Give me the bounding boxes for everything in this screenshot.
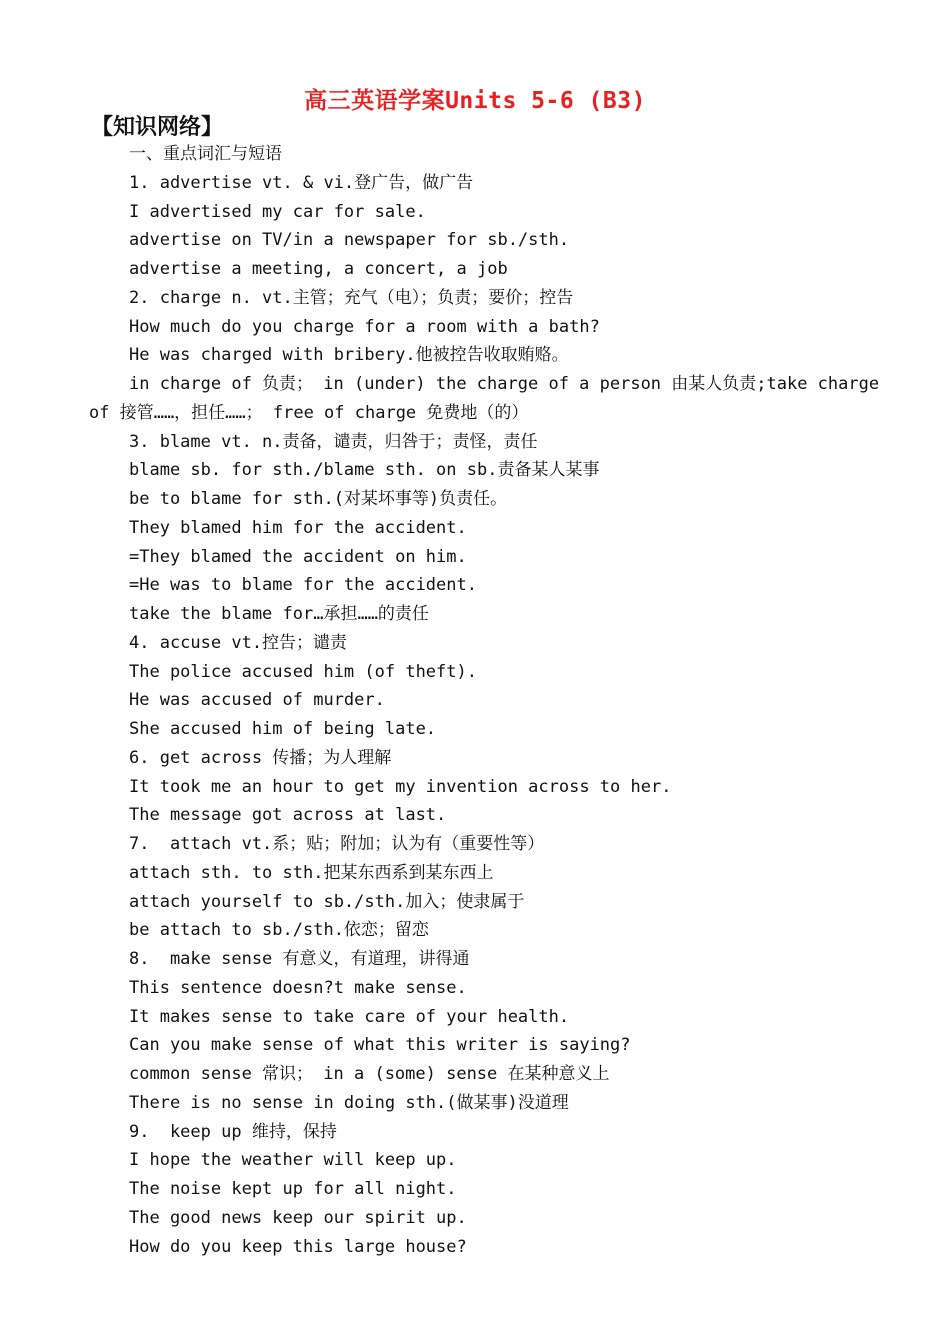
text-line: He was accused of murder. [129, 690, 385, 711]
section-heading: 【知识网络】 [91, 114, 224, 140]
text-line: He was charged with bribery.他被控告收取贿赂。 [129, 345, 569, 366]
text-line: How do you keep this large house? [129, 1236, 467, 1257]
text-line: They blamed him for the accident. [129, 517, 467, 538]
text-line: attach sth. to sth.把某东西系到某东西上 [129, 862, 494, 883]
text-line: I advertised my car for sale. [129, 201, 426, 222]
text-line: 3. blame vt. n.责备，谴责，归咎于；责怪，责任 [129, 431, 538, 452]
text-line: I hope the weather will keep up. [129, 1150, 457, 1171]
text-line: The police accused him (of theft). [129, 661, 477, 682]
text-line: be to blame for sth.(对某坏事等)负责任。 [129, 489, 508, 509]
text-line: How much do you charge for a room with a bath? [129, 316, 600, 337]
text-line: She accused him of being late. [129, 719, 437, 739]
text-line: attach yourself to sb./sth.加入；使隶属于 [129, 891, 525, 912]
text-line: The message got across at last. [129, 805, 447, 826]
text-line: It took me an hour to get my invention across to her. [129, 776, 672, 797]
text-line: common sense 常识； in a (some) sense 在某种意义上 [129, 1064, 610, 1084]
text-line: This sentence doesn?t make sense. [129, 977, 467, 998]
text-line: The noise kept up for all night. [129, 1179, 457, 1199]
text-line: advertise on TV/in a newspaper for sb./sth. [129, 230, 570, 251]
text-line: take the blame for…承担……的责任 [129, 604, 429, 624]
text-line: advertise a meeting, a concert, a job [129, 259, 508, 279]
text-line: 一、重点词汇与短语 [129, 144, 282, 164]
text-line: Can you make sense of what this writer is saying? [129, 1035, 631, 1056]
text-line: 4. accuse vt.控告；谴责 [129, 632, 348, 653]
text-line: 9. keep up 维持，保持 [129, 1121, 337, 1142]
text-line: 2. charge n. vt.主管；充气（电）；负责；要价；控告 [129, 287, 574, 308]
text-line: in charge of 负责； in (under) the charge of a person 由某人负责;take charge [129, 374, 880, 394]
text-line: 1. advertise vt. & vi.登广告，做广告 [129, 172, 474, 193]
text-line: blame sb. for sth./blame sth. on sb.责备某人某事 [129, 460, 600, 481]
text-line: 6. get across 传播；为人理解 [129, 747, 392, 768]
text-line: =He was to blame for the accident. [129, 575, 477, 596]
page-title: 高三英语学案Units 5-6 (B3) [304, 88, 646, 114]
text-line: be attach to sb./sth.依恋；留恋 [129, 920, 429, 941]
text-line: 7. attach vt.系；贴；附加；认为有（重要性等） [129, 834, 545, 854]
text-line: of 接管……，担任……； free of charge 免费地（的） [89, 402, 529, 423]
text-line: 8. make sense 有意义，有道理，讲得通 [129, 949, 470, 969]
text-line: It makes sense to take care of your health. [129, 1006, 570, 1027]
text-line: The good news keep our spirit up. [129, 1207, 467, 1228]
text-line: There is no sense in doing sth.(做某事)没道理 [129, 1092, 569, 1113]
text-line: =They blamed the accident on him. [129, 546, 467, 567]
